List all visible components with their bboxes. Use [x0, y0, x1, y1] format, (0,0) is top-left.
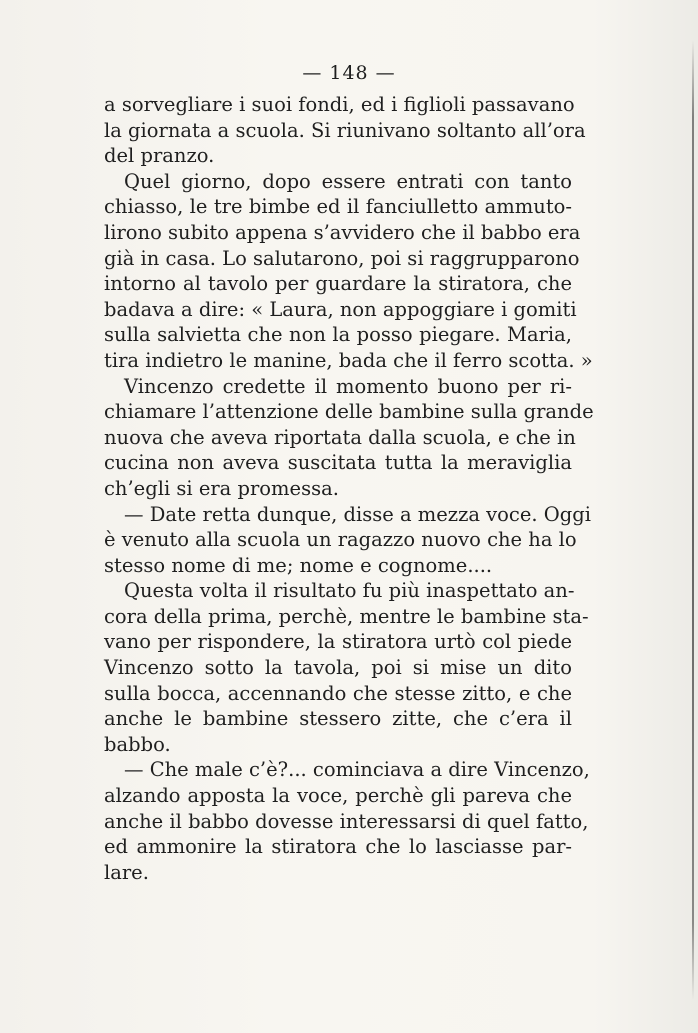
text-line: Questa volta il risultato fu più inaspettato an-: [124, 579, 575, 603]
text-line: cucina non aveva suscitata tutta la meraviglia: [104, 451, 572, 475]
text-line: badava a dire: « Laura, non appoggiare i gomiti: [104, 297, 577, 321]
text-line: — Che male c’è?... cominciava a dire Vincenzo,: [124, 758, 590, 782]
text-line: la giornata a scuola. Si riunivano soltanto all’ora: [104, 118, 586, 142]
text-line: Quel giorno, dopo essere entrati con tanto: [124, 169, 572, 193]
text-line: lirono subito appena s’avvidero che il babbo era: [104, 220, 581, 244]
text-line: Vincenzo sotto la tavola, poi si mise un dito: [104, 656, 572, 680]
page-number: — 148 —: [302, 62, 396, 84]
text-line: lare.: [104, 860, 149, 884]
text-line: sulla salvietta che non la posso piegare. Maria,: [104, 323, 572, 347]
text-line: chiamare l’attenzione delle bambine sulla grande: [104, 400, 594, 424]
text-line: già in casa. Lo salutarono, poi si raggrupparono: [104, 246, 580, 270]
text-line: è venuto alla scuola un ragazzo nuovo che ha lo: [104, 528, 577, 552]
text-line: del pranzo.: [104, 144, 215, 168]
text-line: chiasso, le tre bimbe ed il fanciulletto ammuto-: [104, 195, 572, 219]
text-line: a sorvegliare i suoi fondi, ed i figlioli passavano: [104, 93, 575, 116]
text-line: cora della prima, perchè, mentre le bambine sta-: [104, 604, 589, 628]
body-text: [104, 92, 594, 885]
text-line: ed ammonire la stiratora che lo lasciasse par-: [104, 835, 572, 859]
text-line: Vincenzo credette il momento buono per ri-: [124, 374, 572, 398]
text-line: anche il babbo dovesse interessarsi di quel fatto,: [104, 809, 589, 833]
page-edge-shadow: [692, 40, 694, 1000]
text-line: intorno al tavolo per guardare la stiratora, che: [104, 272, 572, 296]
text-line: stesso nome di me; nome e cognome....: [104, 553, 493, 577]
text-line: sulla bocca, accennando che stesse zitto, e che: [104, 681, 572, 705]
text-line: alzando apposta la voce, perchè gli pareva che: [104, 784, 572, 808]
text-line: anche le bambine stessero zitte, che c’era il: [104, 707, 572, 731]
text-line: babbo.: [104, 732, 171, 756]
text-line: nuova che aveva riportata dalla scuola, e che in: [104, 425, 576, 449]
text-line: — Date retta dunque, disse a mezza voce. Oggi: [124, 502, 591, 526]
text-line: tira indietro le manine, bada che il ferro scotta. »: [104, 348, 593, 372]
text-line: vano per rispondere, la stiratora urtò col piede: [104, 630, 572, 654]
text-line: ch’egli si era promessa.: [104, 476, 339, 500]
